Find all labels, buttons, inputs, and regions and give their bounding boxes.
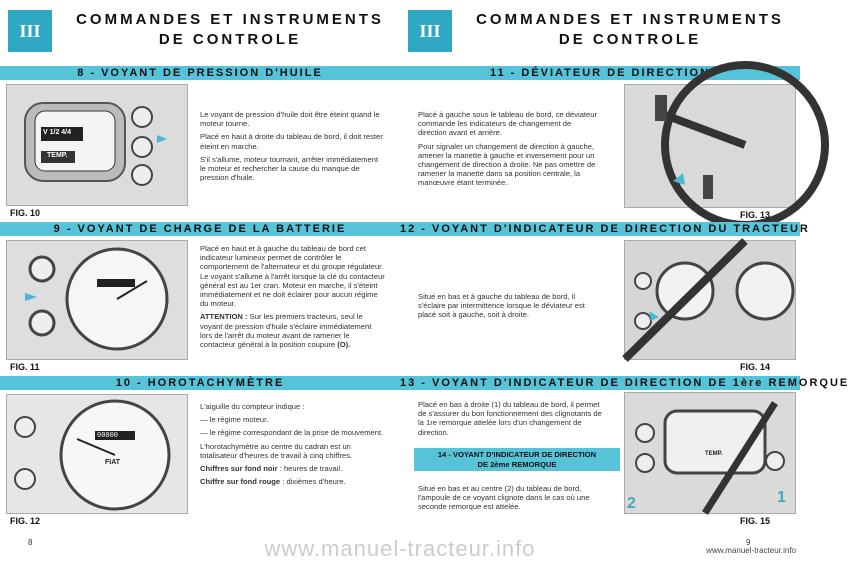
paragraph: Placé en haut à droite du tableau de bord, il doit rester éteint en marche. <box>200 132 383 151</box>
list-item: — le régime moteur. <box>200 415 269 425</box>
section-heading-10 <box>0 376 400 390</box>
section-heading-9 <box>0 222 400 236</box>
paragraph: L'horotachymètre au centre du cadran est un totalisateur d'heures de travail à cinq chiffres. <box>200 441 353 460</box>
bold-label: Chiffre sur fond rouge <box>200 477 281 487</box>
section-10-body <box>200 402 385 490</box>
attention-bold: (O). <box>337 340 351 350</box>
gauge-label: TEMP. <box>47 152 68 159</box>
watermark: www.manuel-tracteur.info <box>264 536 536 561</box>
title-line-1: COMMANDES ET INSTRUMENTS <box>76 11 384 28</box>
steering-column-illustration <box>625 85 795 207</box>
page-header <box>0 0 400 62</box>
section-heading-text: 9 - VOYANT DE CHARGE DE LA BATTERIE <box>53 223 347 235</box>
figure-14 <box>624 240 796 360</box>
figure-label: FIG. 11 <box>10 362 40 372</box>
section-heading-text: 11 - DÉVIATEUR DE DIRECTION <box>489 67 711 79</box>
callout-1: 1 <box>777 489 786 506</box>
section-heading-text: 12 - VOYANT D'INDICATEUR DE DIRECTION DU TRACTEUR <box>400 223 810 235</box>
sub-heading-line-1: 14 - VOYANT D'INDICATEUR DE DIRECTION <box>437 450 597 459</box>
paragraph: Pour signaler un changement de direction à gauche, amener la manette à gauche et inversement pour un changement de direction à droite. Ne pas omettre de ramener la manette dans sa position centrale, la manœuvre étant terminée. <box>418 141 596 188</box>
bold-label: Chiffres sur fond noir <box>200 464 278 474</box>
section-heading-13 <box>400 376 849 390</box>
gauge-label: V 1/2 4/4 <box>43 129 72 136</box>
section-heading-text: 8 - VOYANT DE PRESSION D'HUILE <box>77 67 323 79</box>
paragraph: S'il s'allume, moteur tournant, arrêter immédiatement le moteur et rechercher la cause du manque de pression d'huile. <box>200 154 379 183</box>
bold-text: : dixièmes d'heure. <box>280 477 346 487</box>
brand-label: FIAT <box>105 459 121 466</box>
hour-counter: 00000 <box>97 432 119 440</box>
paragraph <box>200 464 385 473</box>
paragraph: Le voyant de pression d'huile doit être éteint quand le moteur tourne. <box>200 110 380 129</box>
site-url: www.manuel-tracteur.info <box>706 546 796 555</box>
section-9-body <box>200 244 385 353</box>
figure-label: FIG. 10 <box>10 208 41 218</box>
attention-text: Sur les premiers tracteurs, seul le voyant de pression d'huile s'éclaire immédiatement lors de l'arrêt du moteur avant de ramener le contacteur général à la position coupure <box>200 312 372 350</box>
page-number: 9 <box>746 538 751 547</box>
section-heading-12 <box>400 222 810 236</box>
callout-2: 2 <box>627 495 636 512</box>
figure-15 <box>624 392 796 514</box>
title-line-2: DE CONTROLE <box>558 31 702 48</box>
section-8-body <box>200 110 385 186</box>
oil-pressure-dashboard-illustration <box>7 85 187 205</box>
title-line-1: COMMANDES ET INSTRUMENTS <box>476 11 784 28</box>
title-line-2: DE CONTROLE <box>158 31 302 48</box>
paragraph <box>200 477 385 486</box>
section-14-heading <box>414 448 620 471</box>
section-12-body <box>418 292 598 324</box>
page-title <box>70 10 390 50</box>
section-heading-text: 13 - VOYANT D'INDICATEUR DE DIRECTION DE 1ère REMORQUE <box>400 377 849 389</box>
section-13-body <box>418 400 603 441</box>
paragraph: L'aiguille du compteur indique : <box>200 402 305 411</box>
figure-13 <box>624 84 796 208</box>
paragraph: Situé en bas et à gauche du tableau de bord, il s'éclaire par intermittence lorsque le déviateur est placé soit à gauche, soit à droite. <box>418 292 585 320</box>
page-number: 8 <box>28 538 33 547</box>
figure-label: FIG. 13 <box>740 210 771 220</box>
left-page <box>0 0 400 560</box>
page-title <box>470 10 790 50</box>
gauge-label: TEMP. <box>705 451 723 457</box>
attention-label: ATTENTION : <box>200 312 248 322</box>
bold-text: : heures de travail. <box>277 464 343 474</box>
sub-heading-line-2: DE 2ème REMORQUE <box>477 459 557 469</box>
list-item: — le régime correspondant de la prise de mouvement. <box>200 428 384 438</box>
paragraph: Placé en bas à droite (1) du tableau de bord, il permet de s'assurer du bon fonctionnement des clignotants de la 1re remorque attelée lors d'un changement de direction. <box>418 400 602 437</box>
figure-label: FIG. 14 <box>740 362 771 372</box>
tachometer-illustration <box>7 395 187 513</box>
paragraph: Placé en haut et à gauche du tableau de bord cet indicateur lumineux permet de contrôler le comportement de l'alternateur et du groupe régulateur. Le voyant s'allume à l'arrêt lorsque la clé du contacteur général est au 1er cran. Moteur en marche, il s'éteint immédiatement et ne doit éclairer pour aucun régime du moteur. <box>200 244 385 309</box>
battery-charge-dashboard-illustration <box>7 241 187 359</box>
figure-12 <box>6 394 188 514</box>
section-11-body <box>418 110 598 192</box>
section-heading-text: 10 - HOROTACHYMÈTRE <box>115 377 285 389</box>
chapter-number: III <box>408 10 452 52</box>
figure-label: FIG. 12 <box>10 516 41 526</box>
figure-10 <box>6 84 188 206</box>
right-page <box>400 0 849 560</box>
figure-11 <box>6 240 188 360</box>
figure-label: FIG. 15 <box>740 516 771 526</box>
section-heading-8 <box>0 66 400 80</box>
paragraph: Placé à gauche sous le tableau de bord, ce déviateur commande les indicateurs de changement de direction avant et arrière. <box>418 110 597 138</box>
turn-signal-dashboard-illustration <box>625 241 795 359</box>
chapter-number: III <box>8 10 52 52</box>
section-14-body <box>418 484 603 516</box>
attention-paragraph <box>200 312 385 349</box>
paragraph: Situé en bas et au centre (2) du tableau de bord, l'ampoule de ce voyant clignote dans le cas où une seconde remorque est attelée. <box>418 484 590 512</box>
page-header <box>400 0 800 62</box>
